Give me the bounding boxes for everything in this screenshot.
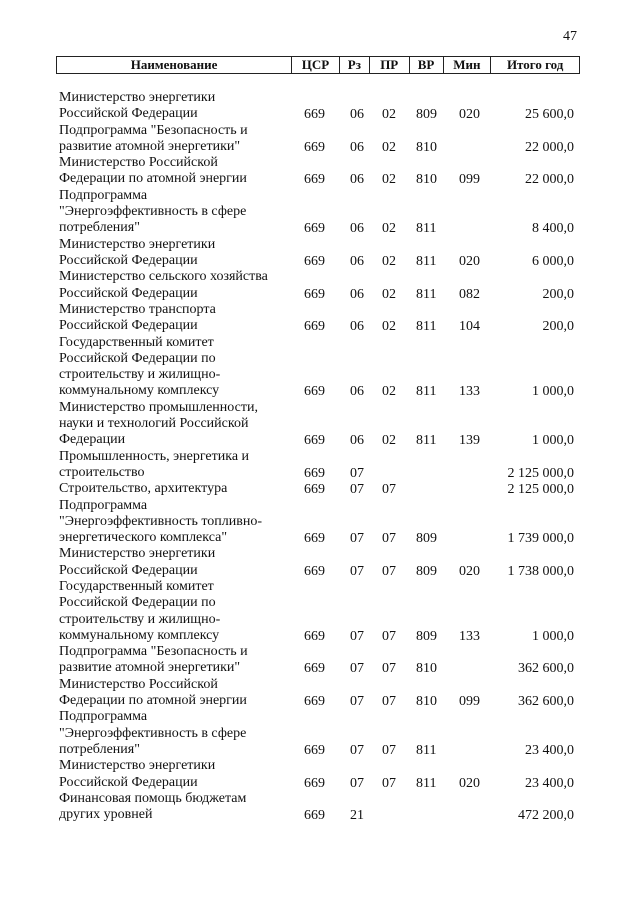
cell-vr: 809 bbox=[416, 531, 437, 547]
cell-pr: 07 bbox=[382, 563, 396, 579]
cell-rz: 06 bbox=[350, 286, 364, 302]
table-row bbox=[0, 481, 640, 497]
cell-vr: 811 bbox=[416, 319, 437, 335]
cell-min: 020 bbox=[459, 563, 480, 579]
cell-min: 020 bbox=[459, 107, 480, 123]
cell-pr: 02 bbox=[382, 433, 396, 449]
cell-csr: 669 bbox=[304, 742, 325, 758]
cell-total: 472 200,0 bbox=[518, 808, 574, 824]
cell-vr: 811 bbox=[416, 775, 437, 791]
cell-pr: 07 bbox=[382, 531, 396, 547]
cell-pr: 02 bbox=[382, 286, 396, 302]
cell-rz: 07 bbox=[350, 482, 364, 498]
table-row bbox=[0, 400, 640, 449]
row-name: Подпрограмма "Безопасность и развитие атомной энергетики" bbox=[59, 122, 248, 154]
cell-total: 1 738 000,0 bbox=[507, 563, 574, 579]
cell-min: 133 bbox=[459, 628, 480, 644]
column-header-name: Наименование bbox=[57, 57, 292, 73]
cell-total: 22 000,0 bbox=[525, 139, 574, 155]
row-name: Государственный комитет Российской Федерации по строительству и жилищно- коммунальному комплексу bbox=[59, 334, 221, 399]
table-row bbox=[0, 335, 640, 400]
column-header-pr: ПР bbox=[370, 57, 410, 73]
column-header-total: Итого год bbox=[506, 57, 564, 72]
cell-csr: 669 bbox=[304, 563, 325, 579]
cell-rz: 06 bbox=[350, 139, 364, 155]
cell-pr: 07 bbox=[382, 775, 396, 791]
column-header-min: Мин bbox=[444, 57, 492, 73]
row-name: Министерство промышленности, науки и технологий Российской Федерации bbox=[59, 399, 258, 448]
table-row bbox=[0, 449, 640, 482]
cell-vr: 811 bbox=[416, 384, 437, 400]
row-name: Министерство транспорта Российской Федерации bbox=[59, 301, 216, 334]
cell-min: 099 bbox=[459, 694, 480, 710]
cell-total: 6 000,0 bbox=[532, 253, 574, 269]
cell-csr: 669 bbox=[304, 482, 325, 498]
row-name: Строительство, архитектура bbox=[59, 481, 228, 497]
table-row bbox=[0, 644, 640, 677]
cell-total: 1 000,0 bbox=[532, 628, 574, 644]
cell-pr: 07 bbox=[382, 742, 396, 758]
table-row bbox=[0, 269, 640, 302]
table-row bbox=[0, 758, 640, 791]
cell-total: 362 600,0 bbox=[518, 661, 574, 677]
cell-total: 362 600,0 bbox=[518, 694, 574, 710]
table-row bbox=[0, 123, 640, 156]
cell-csr: 669 bbox=[304, 661, 325, 677]
cell-vr: 809 bbox=[416, 563, 437, 579]
table-row bbox=[0, 579, 640, 644]
table-row bbox=[0, 188, 640, 237]
cell-csr: 669 bbox=[304, 221, 325, 237]
row-name: Министерство энергетики Российской Федерации bbox=[59, 546, 216, 578]
cell-vr: 809 bbox=[416, 628, 437, 644]
row-name: Министерство Российской Федерации по атомной энергии bbox=[59, 676, 247, 709]
cell-min: 133 bbox=[459, 384, 480, 400]
cell-total: 25 600,0 bbox=[525, 107, 574, 123]
cell-rz: 06 bbox=[350, 107, 364, 123]
table-row bbox=[0, 709, 640, 758]
cell-total: 1 000,0 bbox=[532, 384, 574, 400]
cell-rz: 06 bbox=[350, 172, 364, 188]
cell-pr: 07 bbox=[382, 694, 396, 710]
row-name: Подпрограмма "Энергоэффективность в сфере потребления" bbox=[59, 709, 247, 757]
cell-rz: 06 bbox=[350, 319, 364, 335]
cell-total: 22 000,0 bbox=[525, 172, 574, 188]
cell-vr: 811 bbox=[416, 253, 437, 269]
cell-total: 23 400,0 bbox=[525, 775, 574, 791]
table-row bbox=[0, 546, 640, 579]
cell-min: 020 bbox=[459, 775, 480, 791]
row-name: Финансовая помощь бюджетам других уровней bbox=[59, 790, 247, 823]
cell-vr: 809 bbox=[416, 107, 437, 123]
table-row bbox=[0, 90, 640, 123]
row-name: Министерство энергетики Российской Федерации bbox=[59, 236, 216, 268]
cell-min: 139 bbox=[459, 433, 480, 449]
cell-pr: 02 bbox=[382, 384, 396, 400]
table-row bbox=[0, 302, 640, 335]
cell-pr: 02 bbox=[382, 221, 396, 237]
cell-csr: 669 bbox=[304, 384, 325, 400]
cell-vr: 811 bbox=[416, 286, 437, 302]
cell-rz: 07 bbox=[350, 465, 364, 481]
table-row bbox=[0, 791, 640, 824]
row-name: Министерство сельского хозяйства Российской Федерации bbox=[59, 269, 268, 301]
cell-vr: 810 bbox=[416, 139, 437, 155]
cell-rz: 07 bbox=[350, 628, 364, 644]
cell-vr: 810 bbox=[416, 661, 437, 677]
cell-vr: 811 bbox=[416, 742, 437, 758]
cell-pr: 07 bbox=[382, 661, 396, 677]
cell-total: 23 400,0 bbox=[525, 742, 574, 758]
cell-csr: 669 bbox=[304, 172, 325, 188]
cell-rz: 07 bbox=[350, 563, 364, 579]
cell-total: 1 739 000,0 bbox=[507, 531, 574, 547]
row-name: Министерство Российской Федерации по атомной энергии bbox=[59, 155, 247, 187]
table-row bbox=[0, 237, 640, 270]
cell-total: 2 125 000,0 bbox=[507, 482, 574, 498]
cell-pr: 02 bbox=[382, 319, 396, 335]
cell-csr: 669 bbox=[304, 531, 325, 547]
cell-pr: 02 bbox=[382, 107, 396, 123]
cell-rz: 06 bbox=[350, 253, 364, 269]
cell-rz: 07 bbox=[350, 742, 364, 758]
cell-csr: 669 bbox=[304, 433, 325, 449]
cell-min: 099 bbox=[459, 172, 480, 188]
cell-csr: 669 bbox=[304, 465, 325, 481]
table-row bbox=[0, 155, 640, 188]
row-name: Подпрограмма "Безопасность и развитие атомной энергетики" bbox=[59, 644, 248, 676]
cell-csr: 669 bbox=[304, 775, 325, 791]
cell-rz: 06 bbox=[350, 384, 364, 400]
cell-min: 104 bbox=[459, 319, 480, 335]
cell-csr: 669 bbox=[304, 286, 325, 302]
page-number: 47 bbox=[563, 29, 577, 44]
cell-vr: 810 bbox=[416, 694, 437, 710]
cell-pr: 02 bbox=[382, 172, 396, 188]
table-row bbox=[0, 498, 640, 547]
cell-csr: 669 bbox=[304, 628, 325, 644]
cell-rz: 07 bbox=[350, 775, 364, 791]
cell-rz: 21 bbox=[350, 808, 364, 824]
cell-vr: 810 bbox=[416, 172, 437, 188]
cell-pr: 07 bbox=[382, 628, 396, 644]
row-name: Министерство энергетики Российской Федерации bbox=[59, 90, 216, 122]
cell-csr: 669 bbox=[304, 319, 325, 335]
cell-vr: 811 bbox=[416, 433, 437, 449]
cell-pr: 02 bbox=[382, 139, 396, 155]
cell-rz: 07 bbox=[350, 531, 364, 547]
cell-total: 2 125 000,0 bbox=[507, 465, 574, 481]
row-name: Подпрограмма "Энергоэффективность в сфере потребления" bbox=[59, 187, 247, 236]
cell-vr: 811 bbox=[416, 221, 437, 237]
row-name: Промышленность, энергетика и строительство bbox=[59, 448, 250, 480]
cell-min: 020 bbox=[459, 253, 480, 269]
row-name: Государственный комитет Российской Федерации по строительству и жилищно- коммунальному комплексу bbox=[59, 579, 221, 643]
column-header-vr: ВР bbox=[410, 57, 444, 73]
column-header-csr: ЦСР bbox=[292, 57, 340, 73]
cell-csr: 669 bbox=[304, 107, 325, 123]
cell-csr: 669 bbox=[304, 139, 325, 155]
cell-csr: 669 bbox=[304, 253, 325, 269]
cell-pr: 07 bbox=[382, 482, 396, 498]
cell-rz: 07 bbox=[350, 694, 364, 710]
cell-csr: 669 bbox=[304, 808, 325, 824]
cell-total: 8 400,0 bbox=[532, 221, 574, 237]
row-name: Министерство энергетики Российской Федерации bbox=[59, 758, 216, 790]
column-header-rz: Рз bbox=[340, 57, 370, 73]
cell-rz: 07 bbox=[350, 661, 364, 677]
cell-total: 200,0 bbox=[542, 286, 574, 302]
cell-total: 200,0 bbox=[542, 319, 574, 335]
cell-pr: 02 bbox=[382, 253, 396, 269]
cell-min: 082 bbox=[459, 286, 480, 302]
cell-csr: 669 bbox=[304, 694, 325, 710]
cell-rz: 06 bbox=[350, 433, 364, 449]
table-row bbox=[0, 677, 640, 710]
cell-total: 1 000,0 bbox=[532, 433, 574, 449]
row-name: Подпрограмма "Энергоэффективность топливно- энергетического комплекса" bbox=[59, 497, 262, 546]
cell-rz: 06 bbox=[350, 221, 364, 237]
